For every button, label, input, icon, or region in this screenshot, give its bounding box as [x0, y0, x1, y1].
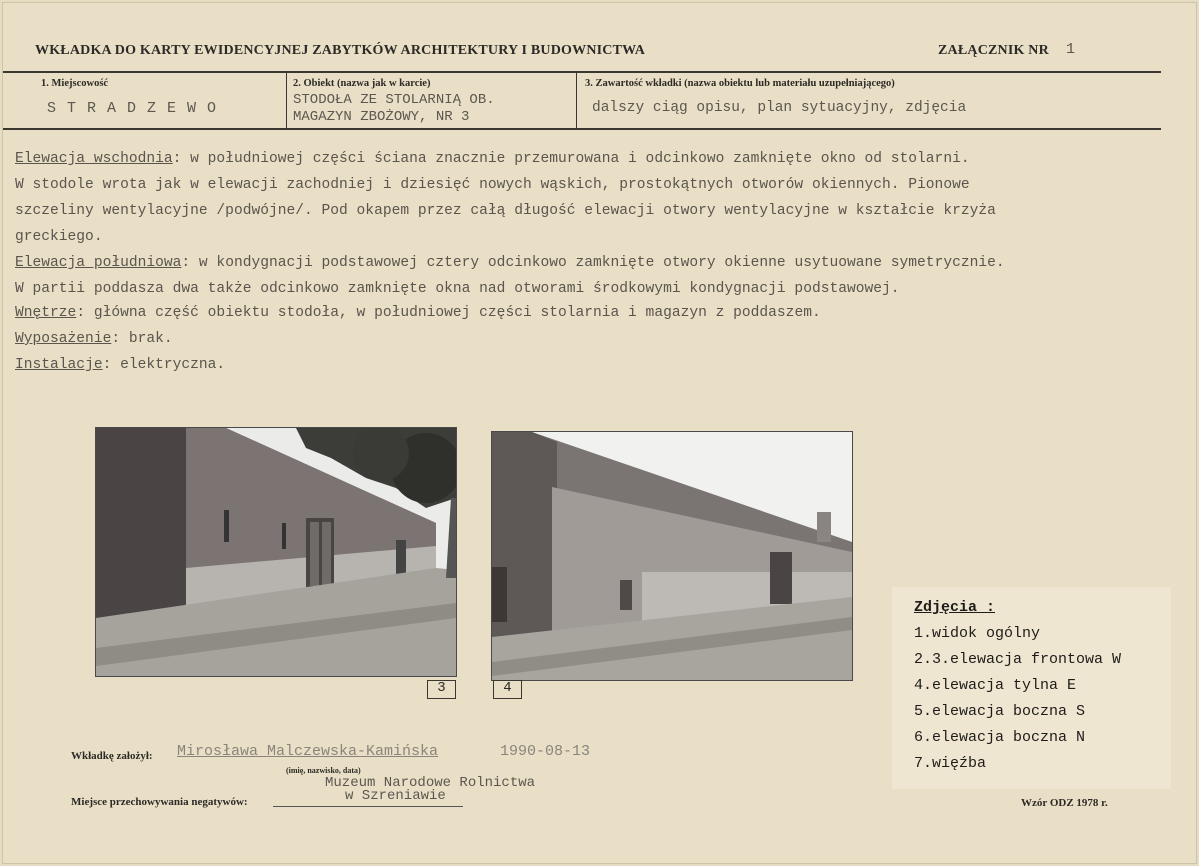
- attachment-label: ZAŁĄCZNIK NR: [938, 43, 1049, 58]
- field-divider-2: [576, 73, 577, 128]
- author-label: Wkładkę założył:: [71, 750, 153, 762]
- header-rule-bottom: [3, 128, 1161, 130]
- contents-label: 3. Zawartość wkładki (nazwa obiektu lub materiału uzupełniającego): [585, 78, 895, 89]
- attachment-number: 1: [1066, 41, 1076, 58]
- locality-label: 1. Miejscowość: [41, 78, 109, 89]
- contents-value: dalszy ciąg opisu, plan sytuacyjny, zdjęcia: [592, 100, 967, 116]
- description-line-4: greckiego.: [15, 229, 103, 245]
- section-heading-east: Elewacja wschodnia: [15, 151, 173, 167]
- header-rule-top: [3, 71, 1161, 73]
- record-card: [2, 2, 1197, 864]
- barn-photo-image: [96, 428, 456, 676]
- section-heading-equipment: Wyposażenie: [15, 331, 112, 347]
- description-line-6: W partii poddasza dwa także odcinkowo zamknięte okna nad otworami środkowymi kondygnacji podstawowej.: [15, 281, 900, 297]
- description-line-3: szczeliny wentylacyjne /podwójne/. Pod okapem przez całą długość elewacji otwory wentylacyjne w kształcie krzyża: [15, 203, 996, 219]
- author-hint: (imię, nazwisko, data): [286, 766, 361, 775]
- description-line-2: W stodole wrota jak w elewacji zachodniej i dziesięć nowych wąskich, prostokątnych otworów okiennych. Pionowe: [15, 177, 970, 193]
- legend-item: 4.elewacja tylna E: [914, 677, 1077, 694]
- object-value-line1: STODOŁA ZE STOLARNIĄ OB.: [293, 92, 495, 108]
- locality-value: S T R A D Z E W O: [47, 100, 218, 117]
- section-heading-interior: Wnętrze: [15, 305, 77, 321]
- object-label: 2. Obiekt (nazwa jak w karcie): [293, 78, 431, 89]
- legend-item: 5.elewacja boczna S: [914, 703, 1086, 720]
- card-title: WKŁADKA DO KARTY EWIDENCYJNEJ ZABYTKÓW ARCHITEKTURY I BUDOWNICTWA: [35, 43, 646, 58]
- photo-east-elevation: [95, 427, 457, 677]
- legend-item: 7.więźba: [914, 755, 987, 772]
- storage-underline: [273, 806, 463, 807]
- legend-item: 1.widok ogólny: [914, 625, 1041, 642]
- description-line-8: Wyposażenie: brak.: [15, 331, 173, 347]
- legend-item: 6.elewacja boczna N: [914, 729, 1086, 746]
- barn-photo-image-2: [492, 432, 852, 680]
- description-line-9: Instalacje: elektryczna.: [15, 357, 226, 373]
- photo-number-4: 4: [493, 680, 522, 699]
- section-heading-south: Elewacja południowa: [15, 255, 182, 271]
- section-heading-installations: Instalacje: [15, 357, 103, 373]
- photo-legend: [892, 587, 1171, 789]
- field-divider-1: [286, 73, 287, 128]
- author-date: 1990-08-13: [500, 743, 591, 760]
- author-name: Mirosława Malczewska-Kamińska: [177, 743, 439, 760]
- object-value-line2: MAGAZYN ZBOŻOWY, NR 3: [293, 109, 470, 125]
- photo-number-3: 3: [427, 680, 456, 699]
- legend-item: 2.3.elewacja frontowa W: [914, 651, 1122, 668]
- storage-value-line1: Muzeum Narodowe Rolnictwa: [325, 775, 536, 791]
- storage-label: Miejsce przechowywania negatywów:: [71, 796, 248, 808]
- description-line-5: Elewacja południowa: w kondygnacji podstawowej cztery odcinkowo zamknięte otwory okienne usytuowane symetrycznie.: [15, 255, 1005, 271]
- photo-west-elevation: [491, 431, 853, 681]
- legend-title: Zdjęcia :: [914, 599, 996, 616]
- description-line-7: Wnętrze: główna część obiektu stodoła, w południowej części stolarnia i magazyn z poddaszem.: [15, 305, 821, 321]
- storage-value-line2: w Szreniawie: [345, 788, 446, 804]
- form-code: Wzór ODZ 1978 r.: [1021, 797, 1108, 809]
- description-line-1: Elewacja wschodnia: w południowej części ściana znacznie przemurowana i odcinkowo zamknięte okno od stolarni.: [15, 151, 970, 167]
